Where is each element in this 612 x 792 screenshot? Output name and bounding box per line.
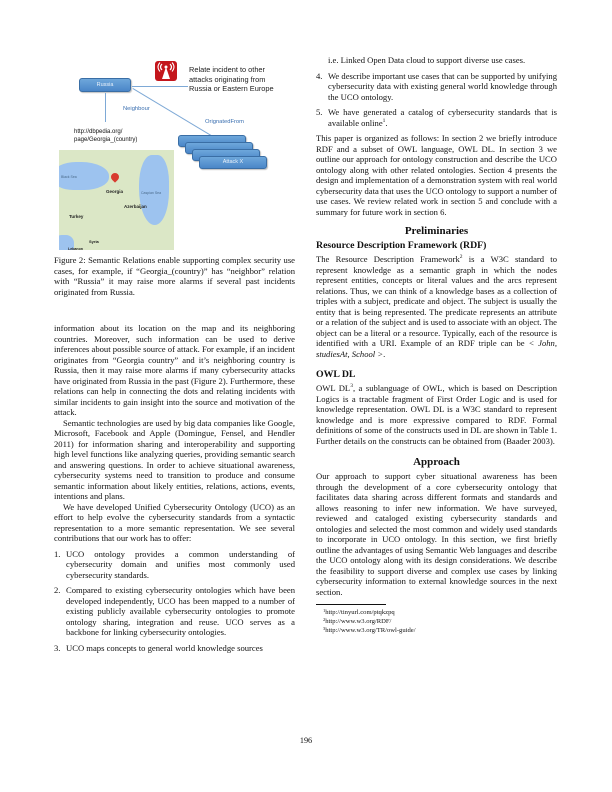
- callout-connector: [132, 86, 188, 87]
- paragraph-organization: This paper is organized as follows: In section 2 we briefly introduce RDF and a subset of OWL language, OWL DL. In section 3 we outline our approach for ontology construction and describe the UCO ontology along with other related ontologies. Section 4 presents the design and implementation of a demonstration system with real world cybersecurity data that uses the UCO ontology to support a number of use cases. We review related work in section 5 and conclude with a summary for future work in section 6.: [316, 133, 557, 217]
- footnote-link[interactable]: http://www.w3.org/TR/owl-guide/: [325, 626, 416, 634]
- page-number: 196: [299, 736, 313, 745]
- contribution-item: 1. UCO ontology provides a common understanding of cybersecurity domain and unifies most commonly used cybersecurity standards.: [54, 548, 295, 580]
- contributions-list: [54, 549, 295, 654]
- contribution-3-continuation: i.e. Linked Open Data cloud to support diverse use cases.: [328, 55, 526, 65]
- paragraph-semantic-technologies: Semantic technologies are used by big data companies like Google, Microsoft, Facebook and Apple (Domingue, Fensel, and Hendler 2011) for information sharing and interoperability and supporting high level functions like analyzing queries, providing semantic search and answering questions. In order to achieve situational awareness, cybersecurity systems need to transition to produce and consume semantic information about likely entities, relations, actions, events, intentions and plans.: [54, 417, 295, 501]
- contribution-item: 4. We describe important use cases that can be supported by unifying cybersecurity data with existing general world knowledge through the UCO ontology.: [316, 70, 557, 102]
- subsection-heading-owl-dl: OWL DL: [316, 369, 356, 380]
- footnote-ref-1[interactable]: 1: [382, 117, 386, 124]
- section-heading-approach: Approach: [413, 456, 460, 468]
- contributions-list-continued: [316, 71, 557, 129]
- paragraph-owl-dl: OWL $DL^3$, a sublanguage of OWL, which is based on Description Logics is a tractable fragment of First Order Logic and is used for knowledge representation. OWL DL is a W3C standard to represent knowledge and is more expressive compared to RDF. Formal definitions of some of the constructs used in DL are shown in Table 1. Further details on the constructs can be obtained from (Baader 2003).: [316, 383, 557, 446]
- contribution-item: 5. We have generated a catalog of cybersecurity standards that is available online$^1$.: [316, 107, 557, 128]
- section-heading-preliminaries: Preliminaries: [404, 225, 469, 237]
- node-russia-label: Russia: [96, 81, 114, 88]
- paragraph-location-info: information about its location on the map and its neighboring countries. Moreover, such information can be used to derive inferences about possible source of attack. For example, if an incident originates from “Georgia country” and it’s neighboring country is Russia, then it may raise more alarms if many cybersecurity attacks have originated from Russia in the past (Figure 2). Furthermore, these relations can help in connecting the dots and relating incidents with similar incidents to gain insight into the source and motivation of the attack.: [54, 323, 295, 417]
- contribution-item: 2. Compared to existing cybersecurity ontologies which have been developed independently, UCO has been mapped to a number of existing publicly available cybersecurity ontologies to promote ontology sharing, integration and reuse. UCO serves as a backbone for linking cybersecurity ontologies.: [54, 585, 295, 637]
- footnote-3: $^3$http://www.w3.org/TR/owl-guide/: [323, 625, 416, 634]
- footnote-1: $^1$http://tinyurl.com/ptqkzpq: [323, 607, 395, 616]
- rdf-triple-example: < John, studiesAt, School >: [316, 338, 557, 359]
- footnote-divider: [316, 604, 386, 605]
- paragraph-approach: Our approach to support cyber situational awareness has been through the development of a core cybersecurity ontology that facilitates data sharing across different formats and standards and allows reasoning to infer new information. We have surveyed, reviewed and cataloged existing cybersecurity standards and ontologies and selected the most common and widely used standards to incorporate in UCO ontology. In this section, we first briefly outline the advantages of using Semantic Web languages and describe the UCO ontology along with its design considerations. We describe the feasibility to support diverse and complex use cases by linking cybersecurity information to external knowledge sources in the next section.: [316, 471, 557, 597]
- paragraph-uco-intro: We have developed Unified Cybersecurity Ontology (UCO) as an effort to help evolve the cybersecurity standards from a syntactic representation to a more semantic representation. We see several contributions that our work has to offer:: [54, 501, 295, 543]
- figure-callout: Relate incident to other attacks originating from Russia or Eastern Europe: [189, 65, 274, 93]
- footnote-link[interactable]: http://www.w3.org/RDF/: [325, 617, 392, 625]
- map-pin-icon: [109, 171, 120, 182]
- figure-2: [54, 55, 295, 250]
- radio-tower-alert-icon: [155, 61, 177, 81]
- footnote-ref-3[interactable]: 3: [350, 383, 353, 389]
- georgia-map: Black Sea Caspian Sea Georgia Azerbaijan Turkey Syria Lebanon: [59, 150, 174, 250]
- node-attack-label: Attack X: [222, 159, 244, 166]
- right-column: [316, 55, 557, 635]
- figure-caption: Figure 2: Semantic Relations enable supporting complex security use cases, for example, if “Georgia_(country)” has “neighbor” relation with “Russia” it may raise more alarms if several past incidents originated from Russia.: [54, 255, 295, 297]
- contribution-item: 3. UCO maps concepts to general world knowledge sources: [54, 642, 263, 653]
- edge-label-originated-from: OrignatedFrom: [205, 119, 244, 125]
- node-russia: [79, 78, 131, 92]
- paragraph-rdf: The Resource Description Framework$^2$ is a W3C standard to represent knowledge as a semantic graph in which the nodes represent entities, concepts or literal values and the arcs represent relations. Thus, we can think of a knowledge bases as a collection of triples with a subject, predicate and object. The subject is usually the entity that is being represented. The predicate represents an attribute or a relation of the subject and is used to associate with an object. The object can be a literal or a resource. Typically, each of the resource is identified with a URI. Example of an RDF triple can be < John, studiesAt, School >.: [316, 254, 557, 359]
- footnote-ref-2[interactable]: 2: [459, 254, 463, 260]
- footnote-2: $^2$http://www.w3.org/RDF/: [323, 616, 392, 625]
- neighbour-edge: [105, 93, 106, 122]
- edge-label-neighbour: Neighbour: [123, 106, 150, 112]
- footnote-link[interactable]: http://tinyurl.com/ptqkzpq: [325, 608, 395, 616]
- subsection-heading-rdf: Resource Description Framework (RDF): [316, 240, 487, 251]
- node-attack-x: [199, 156, 267, 169]
- left-column: [54, 55, 295, 658]
- dbpedia-uri-label: http://dbpedia.org/ page/Georgia_(country): [74, 129, 138, 143]
